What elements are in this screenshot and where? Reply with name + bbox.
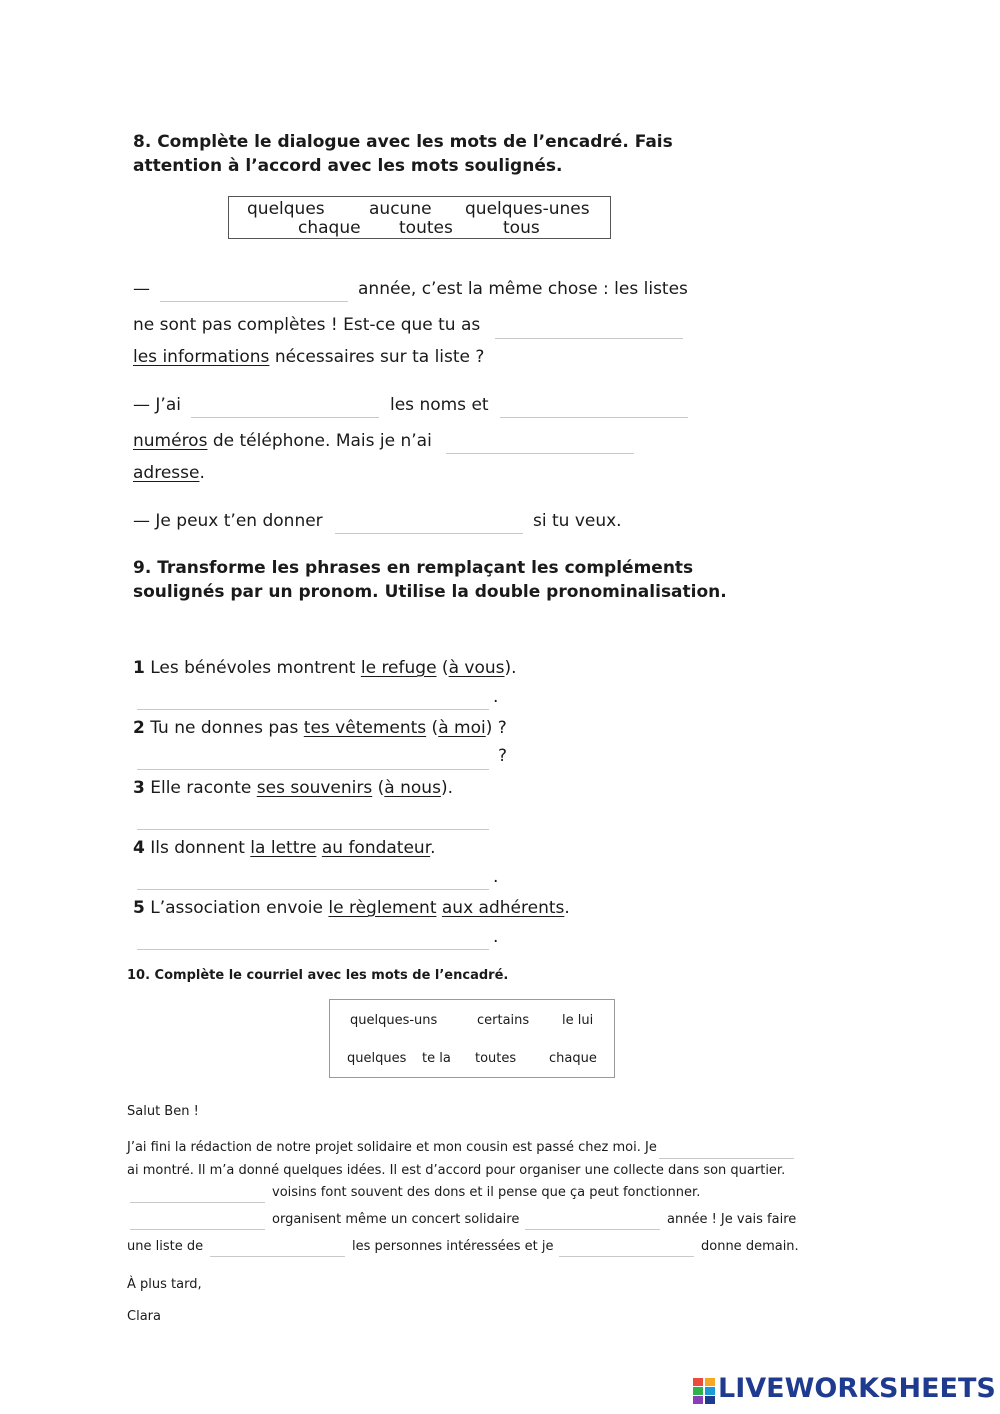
dialogue-text: si tu veux. (533, 511, 622, 531)
word-bank-item: quelques (347, 1051, 407, 1066)
dialogue-text: de téléphone. Mais je n’ai (207, 431, 432, 451)
word-bank-item: le lui (562, 1013, 594, 1028)
word-bank-item: te la (422, 1051, 451, 1066)
ex9-item-4 (133, 838, 436, 858)
word-bank-item: tous (503, 218, 540, 238)
ex8-blank-6[interactable] (335, 512, 523, 534)
dialogue-line3 (133, 347, 484, 367)
ex9-answer-4[interactable] (137, 868, 489, 890)
dialogue-text: année, c’est la même chose : les listes (358, 279, 688, 299)
item-number: 3 (133, 778, 145, 798)
ex10-blank-5[interactable] (210, 1238, 345, 1257)
email-line: les personnes intéressées et je (352, 1239, 554, 1254)
dialogue-text: les noms et (390, 395, 489, 415)
dialogue-text: — J’ai (133, 395, 181, 415)
underlined-word: le refuge (360, 658, 437, 678)
email-line: organisent même un concert solidaire (272, 1212, 520, 1227)
word-bank-item: quelques-unes (465, 199, 590, 219)
word-bank-item: quelques-uns (350, 1013, 438, 1028)
underlined-word: numéros (133, 431, 208, 451)
underlined-word: au fondateur (321, 838, 431, 858)
item-text: Elle raconte (144, 778, 257, 798)
item-text: . (430, 838, 436, 858)
word-bank-item: aucune (369, 199, 432, 219)
ex8-title-line2: attention à l’accord avec les mots soulignés. (133, 156, 563, 176)
dialogue-text: — Je peux t’en donner (133, 511, 323, 531)
ex8-blank-1[interactable] (160, 280, 348, 302)
item-number: 2 (133, 718, 145, 738)
item-text: ). (504, 658, 517, 678)
item-text: ). (440, 778, 453, 798)
email-line: ai montré. Il m’a donné quelques idées. Il est d’accord pour organiser une collecte dans son quartier. (127, 1163, 786, 1178)
liveworksheets-logo-text: LIVEWORKSHEETS (718, 1373, 996, 1404)
dialogue-text: nécessaires sur ta liste ? (269, 347, 485, 367)
underlined-word: les informations (133, 347, 270, 367)
ex10-blank-3[interactable] (130, 1211, 265, 1230)
ex9-answer-1[interactable] (137, 688, 489, 710)
ex8-title-line1: 8. Complète le dialogue avec les mots de l’encadré. Fais (133, 132, 673, 152)
ex8-blank-4[interactable] (500, 396, 688, 418)
answer-end-punct: ? (498, 746, 508, 766)
underlined-word: aux adhérents (441, 898, 565, 918)
item-text: ( (426, 718, 439, 738)
underlined-word: tes vêtements (303, 718, 427, 738)
answer-end-punct: . (493, 687, 499, 707)
ex8-blank-2[interactable] (495, 317, 683, 339)
dialogue-text: ne sont pas complètes ! Est-ce que tu as (133, 315, 481, 335)
dialogue-line6 (133, 463, 205, 483)
item-text: . (564, 898, 570, 918)
ex9-item-2 (133, 718, 507, 738)
email-line: donne demain. (701, 1239, 799, 1254)
dialogue-text: . (199, 463, 205, 483)
ex10-blank-4[interactable] (525, 1211, 660, 1230)
ex10-title: 10. Complète le courriel avec les mots de l’encadré. (127, 968, 509, 983)
underlined-word: le règlement (328, 898, 437, 918)
liveworksheets-logo-icon (693, 1376, 715, 1406)
email-signature: Clara (127, 1309, 161, 1324)
word-bank-item: toutes (475, 1051, 517, 1066)
word-bank-item: chaque (549, 1051, 597, 1066)
word-bank-item: quelques (247, 199, 325, 219)
item-text: Tu ne donnes pas (144, 718, 304, 738)
underlined-word: ses souvenirs (256, 778, 373, 798)
underlined-word: la lettre (250, 838, 317, 858)
answer-end-punct: . (493, 927, 499, 947)
ex10-blank-1[interactable] (659, 1140, 794, 1159)
ex10-blank-2[interactable] (130, 1184, 265, 1203)
ex9-answer-2[interactable] (137, 748, 489, 770)
ex8-blank-5[interactable] (446, 432, 634, 454)
item-text: Ils donnent (144, 838, 251, 858)
ex8-word-bank (228, 196, 611, 239)
underlined-word: adresse (133, 463, 200, 483)
item-number: 1 (133, 658, 145, 678)
answer-end-punct: . (493, 867, 499, 887)
item-number: 4 (133, 838, 145, 858)
underlined-word: à vous (448, 658, 505, 678)
item-text: Les bénévoles montrent (144, 658, 361, 678)
email-line: J’ai fini la rédaction de notre projet solidaire et mon cousin est passé chez moi. Je (127, 1140, 657, 1155)
ex9-item-3 (133, 778, 453, 798)
ex9-item-5 (133, 898, 570, 918)
ex9-answer-3[interactable] (137, 808, 489, 830)
ex9-item-1 (133, 658, 517, 678)
item-text: ( (436, 658, 449, 678)
email-line: une liste de (127, 1239, 204, 1254)
item-text: L’association envoie (144, 898, 329, 918)
ex10-word-bank (329, 999, 615, 1078)
word-bank-item: toutes (399, 218, 453, 238)
ex10-blank-6[interactable] (559, 1238, 694, 1257)
ex9-title-line2: soulignés par un pronom. Utilise la double pronominalisation. (133, 582, 727, 602)
word-bank-item: chaque (298, 218, 361, 238)
email-closing: À plus tard, (127, 1277, 202, 1292)
email-greeting: Salut Ben ! (127, 1104, 199, 1119)
item-text: ( (372, 778, 385, 798)
underlined-word: à nous (384, 778, 441, 798)
underlined-word: à moi (438, 718, 486, 738)
item-text: ) ? (485, 718, 507, 738)
email-line: année ! Je vais faire (667, 1212, 797, 1227)
item-number: 5 (133, 898, 145, 918)
ex8-blank-3[interactable] (191, 396, 379, 418)
word-bank-item: certains (477, 1013, 530, 1028)
ex9-title-line1: 9. Transforme les phrases en remplaçant les compléments (133, 558, 694, 578)
ex9-answer-5[interactable] (137, 928, 489, 950)
dialogue-line5 (133, 431, 432, 451)
email-line: voisins font souvent des dons et il pense que ça peut fonctionner. (272, 1185, 701, 1200)
dialogue-dash: — (133, 279, 150, 299)
